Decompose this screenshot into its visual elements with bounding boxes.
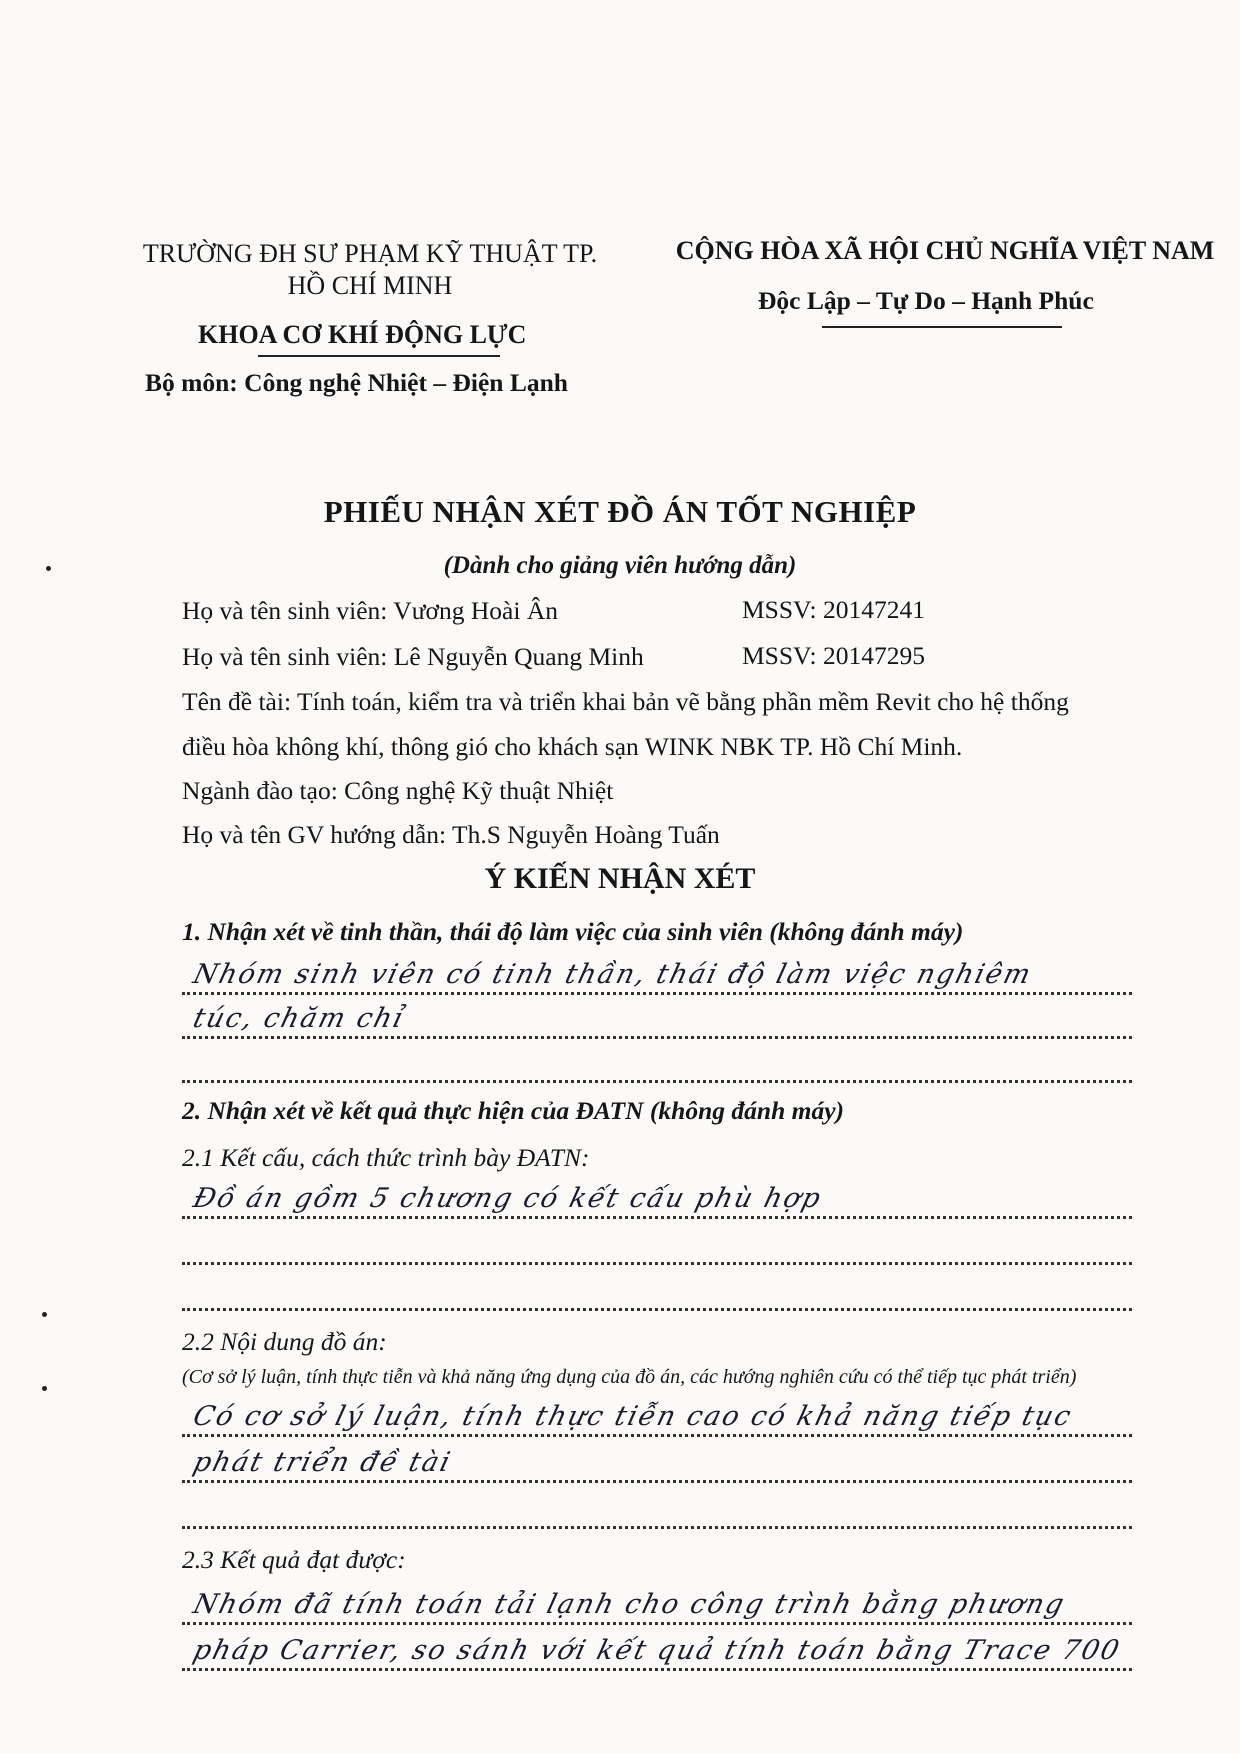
- section-2-3-handwriting-2: pháp Carrier, so sánh với kết quả tính toán bằng Trace 700: [190, 1635, 1125, 1666]
- faculty-underline: [258, 355, 500, 357]
- section-2-1-handwriting-1: Đồ án gồm 5 chương có kết cấu phù hợp: [190, 1183, 826, 1214]
- section-2-1-line-1: [182, 1172, 1132, 1219]
- section-2-2-line-1: [182, 1390, 1132, 1437]
- section-2-2-handwriting-2: phát triển đề tài: [190, 1447, 455, 1478]
- section-2-1-line-2: [182, 1218, 1132, 1265]
- student-2-name: Họ và tên sinh viên: Lê Nguyễn Quang Minh: [182, 642, 644, 671]
- section-2-2-line-3: [182, 1482, 1132, 1529]
- department-name: Bộ môn: Công nghệ Nhiệt – Điện Lạnh: [145, 368, 568, 397]
- section-2-2-note: (Cơ sở lý luận, tính thực tiễn và khả năng ứng dụng của đồ án, các hướng nghiên cứu có thể tiếp tục phát triển): [182, 1366, 1077, 1388]
- section-2-2-handwriting-1: Có cơ sở lý luận, tính thực tiễn cao có khả năng tiếp tục: [190, 1401, 1076, 1432]
- student-1-name: Họ và tên sinh viên: Vương Hoài Ân: [182, 596, 559, 625]
- section-2-3-line-2: [182, 1624, 1132, 1671]
- section-2-3-title: 2.3 Kết quả đạt được:: [182, 1545, 406, 1574]
- scan-mark: [42, 1386, 47, 1391]
- advisor-field: Họ và tên GV hướng dẫn: Th.S Nguyễn Hoàng Tuấn: [182, 820, 720, 849]
- school-name-line2: HỒ CHÍ MINH: [287, 271, 453, 300]
- topic-line-2: điều hòa không khí, thông gió cho khách sạn WINK NBK TP. Hồ Chí Minh.: [182, 732, 963, 761]
- major-field: Ngành đào tạo: Công nghệ Kỹ thuật Nhiệt: [182, 776, 614, 805]
- page-subtitle: (Dành cho giảng viên hướng dẫn): [443, 552, 797, 579]
- topic-line-1: Tên đề tài: Tính toán, kiểm tra và triển khai bản vẽ bằng phần mềm Revit cho hệ thống: [182, 687, 1069, 716]
- page-title: PHIẾU NHẬN XÉT ĐỒ ÁN TỐT NGHIỆP: [323, 494, 917, 529]
- motto-underline: [822, 326, 1062, 328]
- section-2-title: 2. Nhận xét về kết quả thực hiện của ĐATN (không đánh máy): [182, 1096, 845, 1125]
- student-1-id: MSSV: 20147241: [742, 595, 926, 624]
- section-1-handwriting-1: Nhóm sinh viên có tinh thần, thái độ làm việc nghiêm: [190, 959, 1036, 990]
- section-2-1-line-3: [182, 1264, 1132, 1311]
- country-name: CỘNG HÒA XÃ HỘI CHỦ NGHĨA VIỆT NAM: [675, 236, 1215, 265]
- section-2-3-handwriting-1: Nhóm đã tính toán tải lạnh cho công trình bằng phương: [190, 1589, 1069, 1620]
- school-name: [130, 238, 610, 302]
- section-1-handwriting-2: túc, chăm chỉ: [190, 1003, 409, 1034]
- section-2-2-line-2: [182, 1436, 1132, 1483]
- section-2-3-line-1: [182, 1578, 1132, 1625]
- section-2-2-title: 2.2 Nội dung đồ án:: [182, 1327, 387, 1356]
- scan-mark: [46, 566, 51, 571]
- section-1-line-3: [182, 1036, 1132, 1083]
- section-1-title: 1. Nhận xét về tinh thần, thái độ làm việc của sinh viên (không đánh máy): [182, 917, 964, 946]
- national-motto: Độc Lập – Tự Do – Hạnh Phúc: [758, 286, 1094, 315]
- scan-mark: [42, 1312, 47, 1317]
- faculty-name: KHOA CƠ KHÍ ĐỘNG LỰC: [198, 320, 527, 349]
- section-2-1-title: 2.1 Kết cấu, cách thức trình bày ĐATN:: [182, 1143, 590, 1172]
- section-1-line-2: [182, 992, 1132, 1039]
- section-1-line-1: [182, 948, 1132, 995]
- school-name-line1: TRƯỜNG ĐH SƯ PHẠM KỸ THUẬT TP.: [142, 239, 598, 268]
- student-2-id: MSSV: 20147295: [742, 641, 926, 670]
- review-heading: Ý KIẾN NHẬN XÉT: [484, 862, 756, 895]
